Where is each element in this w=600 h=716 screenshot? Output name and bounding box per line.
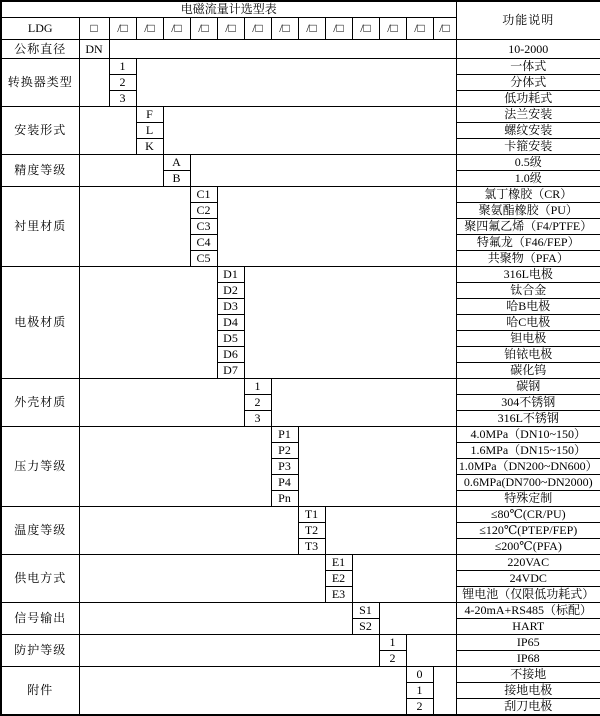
option-description: 24VDC — [456, 571, 600, 587]
option-description: 特氟龙（F46/FEP） — [456, 235, 600, 251]
option-code-cell: D2 — [217, 283, 244, 299]
option-code-cell: D5 — [217, 331, 244, 347]
option-row — [1, 507, 600, 523]
model-code-placeholder: /□ — [190, 18, 217, 40]
option-description: ≤120℃(PTEP/FEP) — [456, 523, 600, 539]
model-code-placeholder: /□ — [163, 18, 190, 40]
option-code-cell: 3 — [244, 411, 271, 427]
model-code-placeholder: /□ — [406, 18, 433, 40]
option-code-cell: A — [163, 155, 190, 171]
option-description: 碳钢 — [456, 379, 600, 395]
option-code-cell: DN — [79, 40, 109, 59]
group-label: 信号输出 — [1, 603, 79, 635]
option-description: 0.6MPa(DN700~DN2000) — [456, 475, 600, 491]
option-code-cell: L — [136, 123, 163, 139]
option-description: ≤200℃(PFA) — [456, 539, 600, 555]
option-code-cell: 2 — [109, 75, 136, 91]
option-description: 聚四氟乙烯（F4/PTFE） — [456, 219, 600, 235]
table-title: 电磁流量计选型表 — [1, 1, 456, 18]
group-label: 供电方式 — [1, 555, 79, 603]
option-code-cell: C2 — [190, 203, 217, 219]
spacer-cell — [298, 427, 456, 507]
option-description: 螺纹安装 — [456, 123, 600, 139]
option-description: 铂铱电极 — [456, 347, 600, 363]
option-description: 一体式 — [456, 59, 600, 75]
option-code-cell: D4 — [217, 315, 244, 331]
spacer-cell — [190, 155, 456, 187]
option-code-cell: P4 — [271, 475, 298, 491]
option-description: HART — [456, 619, 600, 635]
spacer-cell — [406, 635, 456, 667]
option-code-cell: D6 — [217, 347, 244, 363]
option-description: 分体式 — [456, 75, 600, 91]
group-label: 衬里材质 — [1, 187, 79, 267]
model-base-code: □ — [79, 18, 109, 40]
option-code-cell: 3 — [109, 91, 136, 107]
group-label: 转换器类型 — [1, 59, 79, 107]
option-description: 钛合金 — [456, 283, 600, 299]
option-description: IP68 — [456, 651, 600, 667]
option-description: 4-20mA+RS485（标配） — [456, 603, 600, 619]
option-description: 碳化钨 — [456, 363, 600, 379]
option-description: 0.5级 — [456, 155, 600, 171]
spacer-cell — [79, 267, 217, 379]
option-description: 316L电极 — [456, 267, 600, 283]
option-code-cell: 2 — [406, 699, 433, 716]
model-code-placeholder: /□ — [136, 18, 163, 40]
spacer-cell — [352, 555, 456, 603]
spacer-cell — [109, 40, 456, 59]
option-code-cell: 1 — [244, 379, 271, 395]
model-code-placeholder: /□ — [244, 18, 271, 40]
option-description: 刮刀电极 — [456, 699, 600, 716]
spacer-cell — [79, 427, 271, 507]
model-code-placeholder: /□ — [298, 18, 325, 40]
option-code-cell: T1 — [298, 507, 325, 523]
option-row — [1, 40, 600, 59]
option-code-cell: D1 — [217, 267, 244, 283]
option-row — [1, 555, 600, 571]
spacer-cell — [79, 555, 325, 603]
spacer-cell — [163, 107, 456, 155]
option-description: 共聚物（PFA） — [456, 251, 600, 267]
option-code-cell: 1 — [109, 59, 136, 75]
option-code-cell: E2 — [325, 571, 352, 587]
option-code-cell: Pn — [271, 491, 298, 507]
option-description: 低功耗式 — [456, 91, 600, 107]
option-description: ≤80℃(CR/PU) — [456, 507, 600, 523]
option-row — [1, 59, 600, 75]
option-description: 钽电极 — [456, 331, 600, 347]
option-description: 1.0MPa（DN200~DN600） — [456, 459, 600, 475]
model-code-placeholder: /□ — [352, 18, 379, 40]
option-code-cell: S2 — [352, 619, 379, 635]
option-code-cell: 1 — [379, 635, 406, 651]
option-row — [1, 267, 600, 283]
spacer-cell — [271, 379, 456, 427]
option-code-cell: S1 — [352, 603, 379, 619]
group-label: 附件 — [1, 667, 79, 716]
model-code-placeholder: /□ — [271, 18, 298, 40]
group-label: 安装形式 — [1, 107, 79, 155]
option-code-cell: T3 — [298, 539, 325, 555]
option-row — [1, 379, 600, 395]
spacer-cell — [379, 603, 456, 635]
option-code-cell: 2 — [244, 395, 271, 411]
spacer-cell — [217, 187, 456, 267]
option-description: 不接地 — [456, 667, 600, 683]
group-label: 外壳材质 — [1, 379, 79, 427]
option-description: 哈B电极 — [456, 299, 600, 315]
spacer-cell — [79, 507, 298, 555]
group-label: 温度等级 — [1, 507, 79, 555]
option-description: 304不锈钢 — [456, 395, 600, 411]
option-description: 卡箍安装 — [456, 139, 600, 155]
option-code-cell: D3 — [217, 299, 244, 315]
model-code-placeholder: /□ — [379, 18, 406, 40]
option-code-cell: 2 — [379, 651, 406, 667]
model-code-placeholder: /□ — [325, 18, 352, 40]
option-row — [1, 667, 600, 683]
option-code-cell: T2 — [298, 523, 325, 539]
option-row — [1, 155, 600, 171]
header-row-title — [1, 1, 600, 18]
spacer-cell — [79, 379, 244, 427]
model-prefix: LDG — [1, 18, 79, 40]
option-code-cell: D7 — [217, 363, 244, 379]
option-description: 特殊定制 — [456, 491, 600, 507]
function-column-header: 功能说明 — [456, 1, 600, 40]
spacer-cell — [79, 635, 379, 667]
option-code-cell: C5 — [190, 251, 217, 267]
spacer-cell — [136, 59, 456, 107]
option-code-cell: P2 — [271, 443, 298, 459]
option-description: 哈C电极 — [456, 315, 600, 331]
option-code-cell: E3 — [325, 587, 352, 603]
option-code-cell: C4 — [190, 235, 217, 251]
group-label: 防护等级 — [1, 635, 79, 667]
spacer-cell — [79, 667, 406, 716]
option-code-cell: P1 — [271, 427, 298, 443]
option-code-cell: 0 — [406, 667, 433, 683]
spacer-cell — [325, 507, 456, 555]
option-row — [1, 107, 600, 123]
option-row — [1, 635, 600, 651]
option-description: 1.0级 — [456, 171, 600, 187]
option-description: 锂电池（仅限低功耗式） — [456, 587, 600, 603]
spacer-cell — [433, 667, 456, 716]
spacer-cell — [79, 603, 352, 635]
group-label: 精度等级 — [1, 155, 79, 187]
option-description: 氯丁橡胶（CR） — [456, 187, 600, 203]
model-code-placeholder: /□ — [433, 18, 456, 40]
option-row — [1, 187, 600, 203]
option-code-cell: C3 — [190, 219, 217, 235]
option-description: 法兰安装 — [456, 107, 600, 123]
option-description: 220VAC — [456, 555, 600, 571]
option-code-cell: K — [136, 139, 163, 155]
option-description: 聚氨酯橡胶（PU） — [456, 203, 600, 219]
option-row — [1, 427, 600, 443]
group-label: 压力等级 — [1, 427, 79, 507]
model-code-placeholder: /□ — [217, 18, 244, 40]
option-description: 1.6MPa（DN15~150） — [456, 443, 600, 459]
option-description: 316L不锈钢 — [456, 411, 600, 427]
option-code-cell: F — [136, 107, 163, 123]
option-code-cell: E1 — [325, 555, 352, 571]
option-description: 10-2000 — [456, 40, 600, 59]
option-description: IP65 — [456, 635, 600, 651]
option-description: 接地电极 — [456, 683, 600, 699]
option-code-cell: P3 — [271, 459, 298, 475]
spacer-cell — [79, 107, 136, 155]
option-row — [1, 603, 600, 619]
option-description: 4.0MPa（DN10~150） — [456, 427, 600, 443]
spacer-cell — [79, 187, 190, 267]
spacer-cell — [79, 59, 109, 107]
group-label: 电极材质 — [1, 267, 79, 379]
model-code-placeholder: /□ — [109, 18, 136, 40]
option-code-cell: 1 — [406, 683, 433, 699]
option-code-cell: C1 — [190, 187, 217, 203]
spacer-cell — [79, 155, 163, 187]
spacer-cell — [244, 267, 456, 379]
option-code-cell: B — [163, 171, 190, 187]
group-label: 公称直径 — [1, 40, 79, 59]
